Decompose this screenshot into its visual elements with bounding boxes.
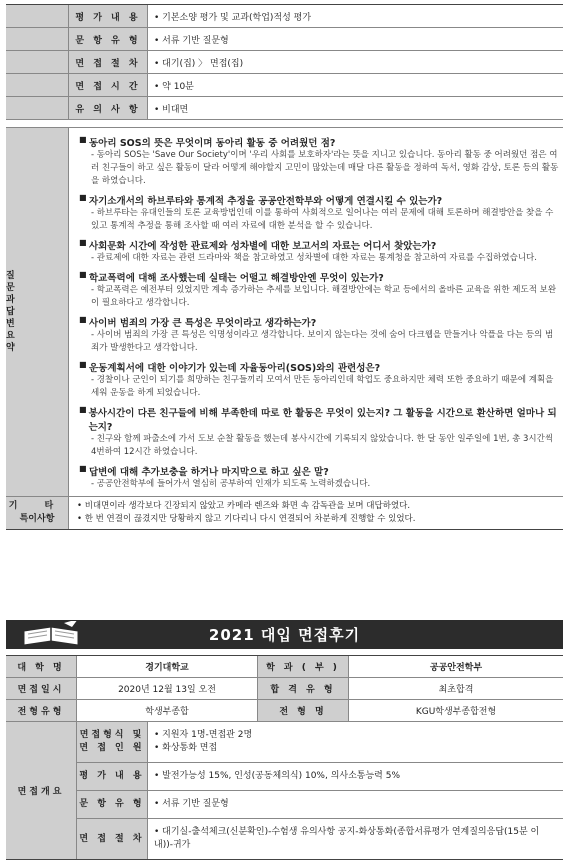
date-value: 2020년 12월 13일 오전 <box>77 678 258 699</box>
detail-label <box>77 722 148 762</box>
summary-label: 면접개요 <box>6 722 77 859</box>
square-bullet-icon: ■ <box>79 360 87 369</box>
detail-line: • 대기실-출석체크(신분확인)-수험생 유의사항 공지-화상통화(종합서류평가 연계질의응답(15분 이내))-귀가 <box>154 827 540 850</box>
info-value: • 약 10분 <box>154 81 194 92</box>
info-row <box>6 28 563 51</box>
question <box>79 315 559 329</box>
answer: - 경찰이나 군인이 되기를 희망하는 친구들끼리 모여서 만든 동아리인데 학업도 중요하지만 체력 또한 중요하기 때문에 계획을 세워 운동을 하게 되었습니다. <box>91 375 554 398</box>
answer: - 관료제에 대한 자료는 관련 드라마와 책을 참고하였고 성차별에 대한 자료는 통계청을 참고하여 자료를 수집하였습니다. <box>91 253 537 263</box>
notes-section <box>6 497 563 530</box>
detail-value <box>148 722 563 762</box>
interview-info-table <box>6 4 563 530</box>
info-value: • 기본소양 평가 및 교과(학업)적성 평가 <box>154 12 312 23</box>
detail-label-line: 문 항 유 형 <box>79 799 145 809</box>
type-value: 학생부종합 <box>77 700 258 721</box>
detail-value <box>148 791 563 818</box>
detail-label-line: 면접형식 및 <box>79 730 145 740</box>
question-text: 자기소개서의 하브루타와 통계적 추정을 공공안전학부와 어떻게 연결시킬 수 있는가? <box>89 196 443 207</box>
detail-label <box>77 791 148 818</box>
question <box>79 270 559 284</box>
department-value: 공공안전학부 <box>429 663 483 673</box>
detail-line: • 발전가능성 15%, 인성(공동체의식) 10%, 의사소통능력 5% <box>154 771 400 781</box>
question-text: 봉사시간이 다른 친구들에 비해 부족한데 따로 한 활동은 무엇이 있는지? 그 활동을 시간으로 환산하면 얼마나 되는지? <box>88 408 557 433</box>
note-item: • 한 번 연결이 끊겼지만 당황하지 않고 기다리니 다시 연결되어 차분하게 진행할 수 있었다. <box>77 514 416 524</box>
info-row <box>6 97 563 120</box>
square-bullet-icon: ■ <box>79 193 87 202</box>
detail-value <box>148 819 563 859</box>
info-value: • 서류 기반 질문형 <box>154 35 229 46</box>
square-bullet-icon: ■ <box>79 405 87 414</box>
interview-summary-table <box>6 655 563 860</box>
qa-side-line: 요 약 <box>6 331 29 353</box>
banner-title: 2021 대입 면접후기 <box>208 626 361 644</box>
info-row <box>6 5 563 28</box>
qa-side-line: 질 문 과 <box>6 271 29 305</box>
track-label: 전 형 명 <box>258 700 349 721</box>
notes-body <box>69 497 563 529</box>
question-text: 학교폭력에 대해 조사했는데 실태는 어떨고 해결방안엔 무엇이 있는가? <box>89 273 384 284</box>
square-bullet-icon: ■ <box>79 315 87 324</box>
table-side-cell <box>6 51 69 73</box>
info-value: • 대기(집) 〉 면접(집) <box>154 58 244 69</box>
notes-side-line: 특이사항 <box>19 514 55 524</box>
question <box>79 405 559 433</box>
answer: - 학교폭력은 예전부터 있었지만 계속 증가하는 추세를 보입니다. 해결방안에는 학교 등에서의 올바른 교육을 위한 제도적 보완이 필요하다고 생각합니다. <box>91 285 557 308</box>
summary-rows <box>77 722 563 859</box>
answer: - 공공안전학부에 들어가서 열심히 공부하여 인재가 되도록 노력하겠습니다. <box>91 479 371 489</box>
book-logo-icon <box>20 621 82 648</box>
note-item: • 비대면이라 생각보다 긴장되지 않았고 카메라 렌즈와 화면 속 감독관을 보며 대답하였다. <box>77 501 411 511</box>
question <box>79 464 559 478</box>
question-text: 운동계획서에 대한 이야기가 있는데 자율동아리(SOS)와의 관련성은? <box>89 363 381 374</box>
question-text: 사이버 범죄의 가장 큰 특성은 무엇이라고 생각하는가? <box>89 318 317 329</box>
info-label: 면 접 시 간 <box>69 74 148 96</box>
info-row <box>6 51 563 74</box>
review-banner <box>6 620 563 649</box>
info-label: 문 항 유 형 <box>69 28 148 50</box>
summary-block <box>6 722 563 859</box>
summary-row <box>6 678 563 700</box>
question <box>79 238 559 252</box>
summary-row <box>6 656 563 678</box>
result-value: 최초합격 <box>438 685 474 695</box>
square-bullet-icon: ■ <box>79 464 87 473</box>
notes-side-line: 기 타 <box>8 501 66 511</box>
detail-line: • 서류 기반 질문형 <box>154 799 229 809</box>
question <box>79 135 559 149</box>
qa-side-label <box>6 128 69 496</box>
date-label: 면접일시 <box>6 678 77 699</box>
info-label: 평 가 내 용 <box>69 5 148 27</box>
summary-detail-row <box>77 722 563 763</box>
summary-row <box>6 700 563 722</box>
answer: - 친구와 함께 파출소에 가서 도보 순찰 활동을 했는데 봉사시간에 기록되지 않았습니다. 한 달 동안 일주일에 1번, 총 3시간씩 4번하여 12시간 하였습니다. <box>91 434 554 457</box>
type-label: 전형유형 <box>6 700 77 721</box>
summary-detail-row <box>77 819 563 859</box>
question-text: 동아리 SOS의 뜻은 무엇이며 동아리 활동 중 어려웠던 점? <box>89 138 336 149</box>
table-side-cell <box>6 5 69 27</box>
square-bullet-icon: ■ <box>79 270 87 279</box>
question-text: 사회문화 시간에 작성한 관료제와 성차별에 대한 보고서의 자료는 어디서 찾았는가? <box>89 241 437 252</box>
university-value: 경기대학교 <box>77 656 258 677</box>
track-value: KGU학생부종합전형 <box>415 707 497 717</box>
summary-detail-row <box>77 763 563 791</box>
detail-value <box>148 763 563 790</box>
answer: - 사이버 범죄의 가장 큰 특성은 익명성이라고 생각합니다. 보이지 않는다는 것에 숨어 다크웹을 만들거나 악플을 다는 등의 범죄가 발생한다고 생각합니다. <box>91 330 554 353</box>
department-label: 학 과 ( 부 ) <box>258 656 349 677</box>
square-bullet-icon: ■ <box>79 238 87 247</box>
question <box>79 193 559 207</box>
result-label: 합 격 유 형 <box>258 678 349 699</box>
summary-detail-row <box>77 791 563 819</box>
info-row <box>6 74 563 97</box>
university-label: 대 학 명 <box>6 656 77 677</box>
detail-label-line: 평 가 내 용 <box>79 771 145 781</box>
info-value: • 비대면 <box>154 104 189 115</box>
info-label: 유 의 사 항 <box>69 97 148 119</box>
detail-label <box>77 819 148 859</box>
question-text: 답변에 대해 추가보충을 하거나 마지막으로 하고 싶은 말? <box>89 467 329 478</box>
detail-line: • 지원자 1명-면접관 2명 <box>154 730 253 740</box>
detail-label-line: 면 접 인 원 <box>79 743 145 753</box>
answer: - 하브루타는 유대인들의 토론 교육방법인데 이를 통하여 사회적으로 일어나는 여러 문제에 대해 토론하며 해결방안을 찾을 수 있고 통계적 추정을 통해 조사할 때 여러 자료에 대한 분석을 할 수 있습니다. <box>91 208 554 231</box>
answer: - 동아리 SOS는 'Save Our Society'이며 '우리 사회를 보호하자'라는 뜻을 지니고 있습니다. 동아리 활동 중 어려웠던 점은 여러 친구들이 하고 싶은 활동이 달라 어떻게 해야할지 고민이 많았는데 매달 다른 활동을 정하여 독서, 영화 감상, 토론 등의 활동을 하였습니다. <box>91 150 559 186</box>
detail-line: • 화상통화 면접 <box>154 743 218 753</box>
table-side-cell <box>6 74 69 96</box>
qa-body <box>69 128 563 496</box>
detail-label-line: 면 접 절 차 <box>79 833 145 844</box>
square-bullet-icon: ■ <box>79 135 87 144</box>
table-side-cell <box>6 97 69 119</box>
table-side-cell <box>6 28 69 50</box>
qa-section <box>6 127 563 497</box>
info-label: 면 접 절 차 <box>69 51 148 73</box>
question <box>79 360 559 374</box>
qa-side-line: 답 변 <box>6 307 29 329</box>
detail-label <box>77 763 148 790</box>
notes-side-label <box>6 497 69 529</box>
